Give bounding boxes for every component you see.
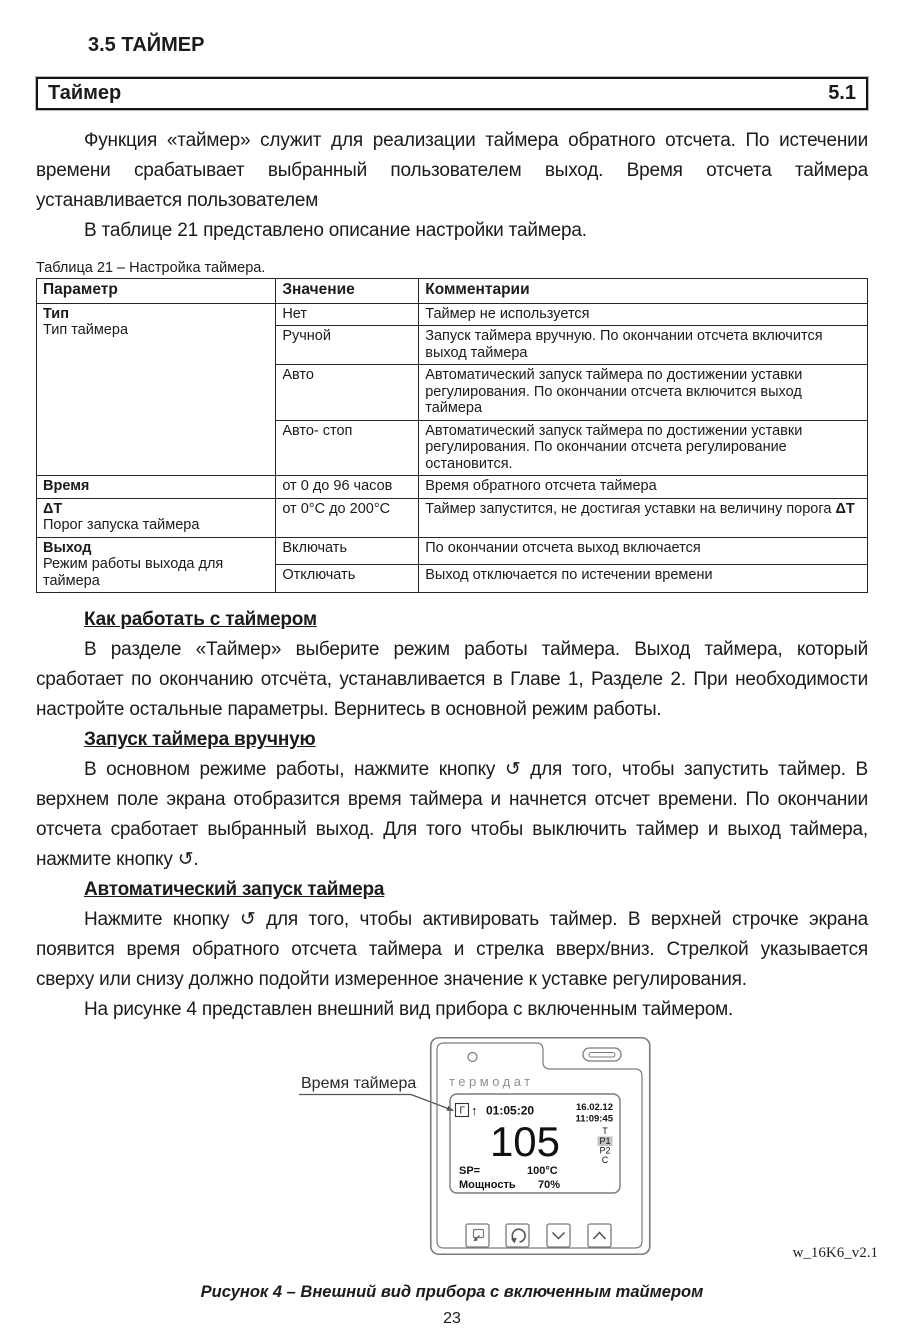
param-output-cell: Выход Режим работы выхода для таймера [37, 537, 276, 593]
down-button [547, 1224, 570, 1247]
chevron-up-icon [594, 1233, 606, 1240]
col-header-value: Значение [276, 279, 419, 304]
subheading-manual-start: Запуск таймера вручную [84, 729, 316, 750]
chapter-number: 5.1 [828, 82, 856, 104]
param-dt-cell: ΔТ Порог запуска таймера [37, 498, 276, 537]
col-header-parameter: Параметр [37, 279, 276, 304]
table-caption: Таблица 21 – Настройка таймера. [36, 260, 266, 276]
figure-intro-paragraph: На рисунке 4 представлен внешний вид прибора с включенным таймером. [84, 999, 734, 1020]
chapter-header-box [36, 77, 868, 110]
table-reference-paragraph: В таблице 21 представлено описание настройки таймера. [84, 220, 587, 241]
table-row: Отключать Выход отключается по истечении времени [37, 565, 868, 593]
table-row: Выход Режим работы выхода для таймера Включать По окончании отсчета выход включается [37, 537, 868, 565]
power-value: 70% [538, 1179, 561, 1191]
table-row: Авто Автоматический запуск таймера по достижении уставки регулирования. По окончании отсчета включится выход таймера [37, 365, 868, 421]
channel-t-label: T [602, 1126, 608, 1136]
chevron-down-icon [553, 1233, 565, 1239]
timer-countdown-value: 01:05:20 [486, 1103, 535, 1118]
col-header-comments: Комментарии [419, 279, 868, 304]
param-type-cell: Тип Тип таймера [37, 303, 276, 476]
device-body [431, 1038, 650, 1255]
return-arrowhead-icon [511, 1238, 517, 1244]
table-row: Время от 0 до 96 часов Время обратного отсчета таймера [37, 476, 868, 499]
display-date: 16.02.12 [576, 1102, 613, 1113]
timer-flag-glyph: Г [459, 1105, 465, 1117]
brand-label: термодат [449, 1074, 534, 1089]
channel-p2-label: P2 [599, 1145, 611, 1156]
setpoint-label: SP= [459, 1165, 481, 1177]
channel-c-label: C [601, 1155, 609, 1165]
power-label: Мощность [459, 1179, 516, 1191]
manual-start-paragraph: В основном режиме работы, нажмите кнопку ↺ для того, чтобы запустить таймер. В верхнем поле экрана отобразится время таймера и начнется отсчет времени. По окончании отсчета сработает выбранный выход. Для того чтобы выключить таймер и выход таймера, нажмите кнопку ↺. [36, 759, 868, 870]
section-heading: 3.5 ТАЙМЕР [88, 34, 205, 56]
page-number: 23 [443, 1310, 461, 1327]
setpoint-value: 100°C [527, 1165, 558, 1177]
auto-start-paragraph: Нажмите кнопку ↺ для того, чтобы активировать таймер. В верхней строчке экрана появится время обратного отсчета таймера и стрелка вверх/вниз. Стрелкой указывается сверху или снизу должно подойти измеренное значение к уставке регулирования. [36, 909, 868, 990]
param-time-cell: Время [37, 476, 276, 499]
table-row: Авто- стоп Автоматический запуск таймера по достижении уставки регулирования. По окончании отсчета регулирование остановится. [37, 420, 868, 476]
channel-p1-label: P1 [599, 1136, 611, 1146]
how-to-work-paragraph: В разделе «Таймер» выберите режим работы таймера. Выход таймера, который сработает по окончанию отсчёта, устанавливается в Главе 1, Разделе 2. При необходимости настройте остальные параметры. Вернитесь в основной режим работы. [36, 639, 868, 720]
intro-paragraph: Функция «таймер» служит для реализации таймера обратного отсчета. По истечении времени срабатывает выбранный пользователем выход. Время отсчета таймера устанавливается пользователем [36, 130, 868, 211]
usb-slot-inner-icon [589, 1053, 615, 1058]
led-indicator-icon [468, 1053, 477, 1062]
device-illustration [278, 1031, 688, 1267]
temperature-readout: 105 [489, 1118, 561, 1165]
table-header-row [37, 279, 868, 304]
subheading-how-to-work: Как работать с таймером [84, 609, 317, 630]
table-row: Ручной Запуск таймера вручную. По окончании отсчета включится выход таймера [37, 326, 868, 365]
subheading-auto-start: Автоматический запуск таймера [84, 879, 385, 900]
table-row: Тип Тип таймера Нет Таймер не используется [37, 303, 868, 326]
up-button [588, 1224, 611, 1247]
document-version-code: w_16K6_v2.1 [792, 1245, 878, 1261]
figure-caption: Рисунок 4 – Внешний вид прибора с включенным таймером [200, 1283, 704, 1301]
timer-settings-table [36, 278, 868, 593]
display-clock: 11:09:45 [575, 1113, 613, 1125]
up-arrow-icon: ↑ [471, 1103, 478, 1118]
timer-time-callout-label: Время таймера [301, 1075, 417, 1092]
chapter-title: Таймер [48, 82, 122, 104]
figure-4 [36, 1031, 868, 1269]
callout-leader-diagonal [411, 1095, 448, 1109]
table-row: ΔТ Порог запуска таймера от 0°С до 200°С Таймер запустится, не достигая уставки на величину порога ΔТ [37, 498, 868, 537]
menu-button [466, 1224, 489, 1247]
